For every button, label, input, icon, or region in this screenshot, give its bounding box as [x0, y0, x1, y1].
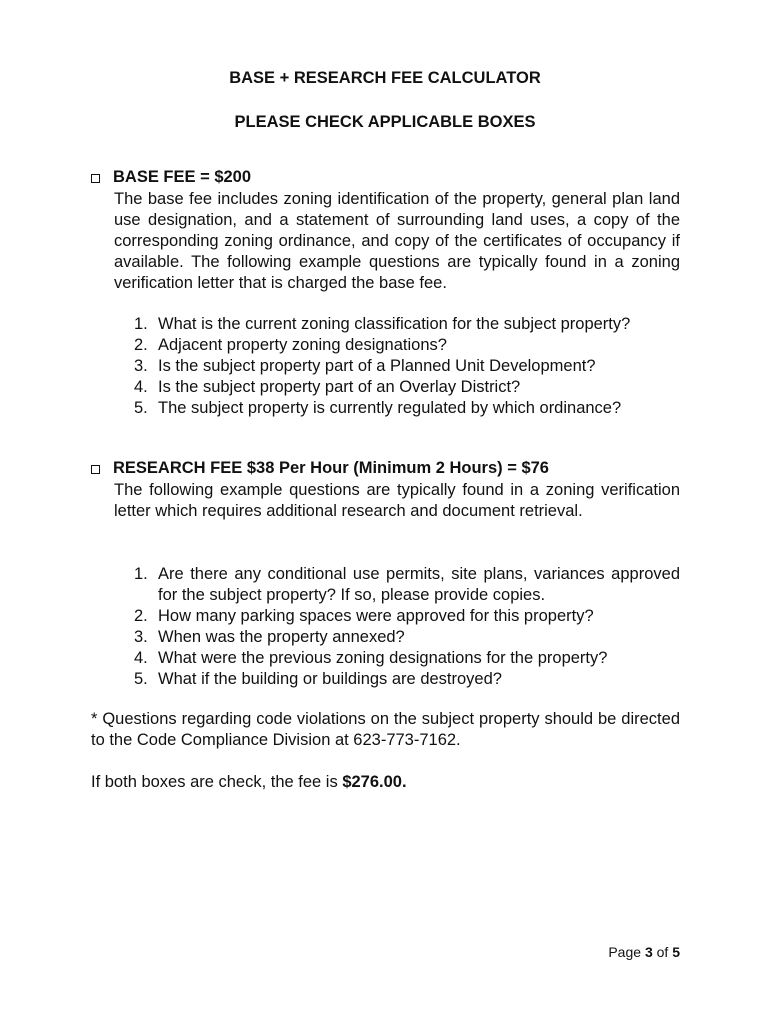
- research-fee-heading-row: [91, 459, 549, 478]
- code-violations-note: * Questions regarding code violations on the subject property should be directed to the Code Compliance Division at 623-773-7162.: [91, 710, 680, 749]
- list-item: 4. Is the subject property part of an Overlay District?: [134, 378, 521, 396]
- base-fee-heading-row: [91, 168, 251, 187]
- list-item: 1. Are there any conditional use permits, site plans, variances approved for the subject property? If so, please provide copies.: [134, 565, 680, 604]
- list-item: 1. What is the current zoning classification for the subject property?: [134, 315, 631, 333]
- base-fee-questions: [134, 314, 680, 419]
- list-item: 2. How many parking spaces were approved for this property?: [134, 607, 594, 625]
- list-item: 3. Is the subject property part of a Planned Unit Development?: [134, 357, 596, 375]
- subtitle: PLEASE CHECK APPLICABLE BOXES: [234, 113, 536, 131]
- list-item: 2. Adjacent property zoning designations?: [134, 336, 447, 354]
- research-fee-checkbox[interactable]: [91, 465, 100, 474]
- list-item: 5. What if the building or buildings are destroyed?: [134, 670, 502, 688]
- base-fee-checkbox[interactable]: [91, 174, 100, 183]
- research-fee-description: The following example questions are typically found in a zoning verification letter which requires additional research and document retrieval.: [114, 481, 680, 520]
- title: BASE + RESEARCH FEE CALCULATOR: [229, 69, 541, 87]
- page-number: Page 3 of 5: [608, 944, 680, 960]
- total-fee-note: If both boxes are check, the fee is $276.00.: [91, 773, 407, 791]
- total-fee-amount: $276.00.: [342, 773, 407, 791]
- research-fee-heading: RESEARCH FEE $38 Per Hour (Minimum 2 Hours) = $76: [113, 459, 549, 477]
- base-fee-description: The base fee includes zoning identification of the property, general plan land use designation, and a statement of surrounding land uses, a copy of the corresponding zoning ordinance, and copy of the certificates of occupancy if available. The following example questions are typically found in a zoning verification letter that is charged the base fee.: [114, 190, 680, 292]
- list-item: 3. When was the property annexed?: [134, 628, 405, 646]
- research-fee-questions: [134, 564, 680, 690]
- base-fee-heading: BASE FEE = $200: [113, 168, 252, 186]
- list-item: 4. What were the previous zoning designations for the property?: [134, 649, 608, 667]
- list-item: 5. The subject property is currently regulated by which ordinance?: [134, 399, 622, 417]
